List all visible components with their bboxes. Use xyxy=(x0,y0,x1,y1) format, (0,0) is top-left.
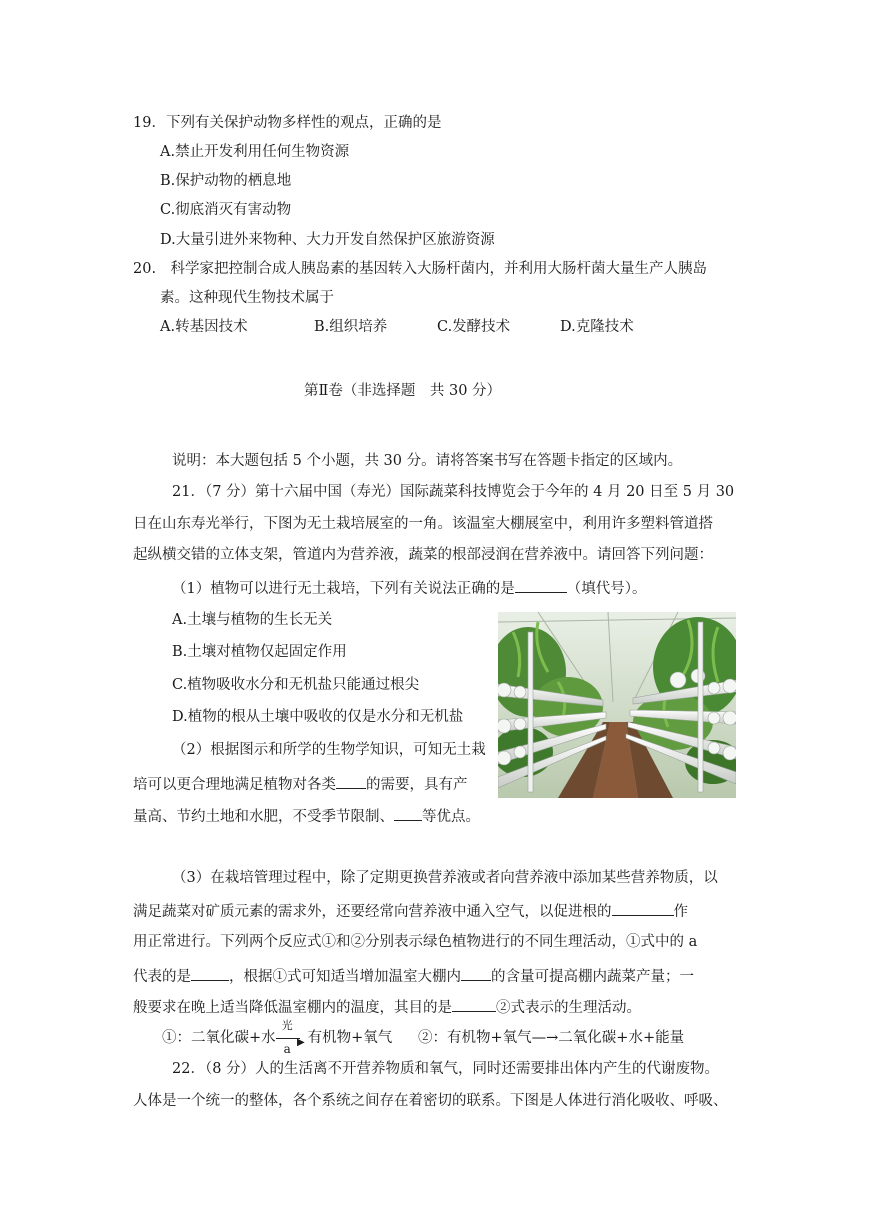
reaction-arrow-icon: 光 ▶ a xyxy=(276,1028,302,1048)
q21-part2-text-d: 等优点。 xyxy=(422,809,480,825)
q19-option-c: C.彻底消灭有害动物 xyxy=(160,202,292,218)
q19-option-d: D.大量引进外来物种、大力开发自然保护区旅游资源 xyxy=(160,232,495,248)
q21-intro-line3: 起纵横交错的立体支架，管道内为营养液，蔬菜的根部浸润在营养液中。请回答下列问题： xyxy=(133,547,713,563)
q21-part2-line2 xyxy=(133,773,468,795)
hydroponic-greenhouse-photo xyxy=(498,612,736,798)
q21-part3-text-f: 般要求在晚上适当降低温室棚内的温度，其目的是 xyxy=(133,1000,452,1016)
q19-option-a: A.禁止开发利用任何生物资源 xyxy=(160,144,350,160)
q21-part1-option-a: A.土壤与植物的生长无关 xyxy=(172,612,333,628)
q21-part1 xyxy=(172,577,646,599)
q21-part3-text-a: 满足蔬菜对矿质元素的需求外，还要经常向营养液中通入空气，以促进根的 xyxy=(133,904,612,920)
answer-blank[interactable] xyxy=(336,773,366,789)
q21-part2-text-b: 的需要，具有产 xyxy=(366,777,468,793)
q21-part3-line1: （3）在栽培管理过程中，除了定期更换营养液或者向营养液中添加某些营养物质，以 xyxy=(172,870,718,886)
q21-part1-option-b: B.土壤对植物仅起固定作用 xyxy=(172,644,347,660)
q20-stem-line1: 20. 科学家把控制合成人胰岛素的基因转入大肠杆菌内，并利用大肠杆菌大量生产人胰岛 xyxy=(133,261,708,277)
answer-blank[interactable] xyxy=(452,996,496,1012)
q22-line2: 人体是一个统一的整体，各个系统之间存在着密切的联系。下图是人体进行消化吸收、呼吸、 xyxy=(133,1093,728,1109)
q21-part3-text-e: 的含量可提高棚内蔬菜产量；一 xyxy=(491,969,694,985)
q21-part2-line1: （2）根据图示和所学的生物学知识，可知无土栽 xyxy=(172,742,486,758)
q21-part3-line4 xyxy=(133,965,694,987)
q21-intro-line1: 21．（7 分）第十六届中国（寿光）国际蔬菜科技博览会于今年的 4 月 20 日至 5 月 30 xyxy=(172,484,735,500)
q21-part3-line2 xyxy=(133,900,688,922)
q21-part1-text-a: （1）植物可以进行无土栽培，下列有关说法正确的是 xyxy=(172,581,515,597)
q21-part3-text-c: 代表的是 xyxy=(133,969,191,985)
q20-option-d: D.克隆技术 xyxy=(560,319,634,335)
q21-part3-text-g: ②式表示的生理活动。 xyxy=(496,1000,641,1016)
q21-part3-line5 xyxy=(133,996,641,1018)
answer-blank[interactable] xyxy=(191,965,229,981)
answer-blank[interactable] xyxy=(461,965,491,981)
instructions: 说明：本大题包括 5 个小题，共 30 分。请将答案书写在答题卡指定的区域内。 xyxy=(172,453,683,469)
q22-line1: 22．（8 分）人的生活离不开营养物质和氧气，同时还需要排出体内产生的代谢废物。 xyxy=(172,1061,720,1077)
answer-blank[interactable] xyxy=(515,577,567,593)
equation-1 xyxy=(162,1019,393,1056)
q21-part2-text-c: 量高、节约土地和水肥，不受季节限制、 xyxy=(133,809,394,825)
answer-blank[interactable] xyxy=(612,900,674,916)
q21-part2-line3 xyxy=(133,805,480,827)
equation-1-reactants: ①：二氧化碳+水 xyxy=(162,1030,276,1046)
q21-part1-option-c: C.植物吸收水分和无机盐只能通过根尖 xyxy=(172,677,420,693)
answer-blank[interactable] xyxy=(394,805,422,821)
equation-1-catalyst: a xyxy=(283,1042,291,1056)
q21-part1-text-b: （填代号）。 xyxy=(566,581,647,597)
q21-intro-line2: 日在山东寿光举行，下图为无土栽培展室的一角。该温室大棚展室中，利用许多塑料管道搭 xyxy=(133,516,713,532)
equation-2: ②：有机物+氧气—→二氧化碳+水+能量 xyxy=(418,1030,685,1046)
q20-option-b: B.组织培养 xyxy=(314,319,388,335)
equation-1-products: 有机物+氧气 xyxy=(307,1030,393,1046)
q21-part3-text-d: ，根据①式可知适当增加温室大棚内 xyxy=(229,969,461,985)
q21-part3-text-b: 作 xyxy=(673,904,688,920)
q21-part1-option-d: D.植物的根从土壤中吸收的仅是水分和无机盐 xyxy=(172,709,464,725)
equation-1-condition: 光 xyxy=(281,1019,293,1032)
q19-option-b: B.保护动物的栖息地 xyxy=(160,173,292,189)
q20-option-a: A.转基因技术 xyxy=(160,319,248,335)
q21-part2-text-a: 培可以更合理地满足植物对各类 xyxy=(133,777,336,793)
q19-stem: 19．下列有关保护动物多样性的观点，正确的是 xyxy=(133,115,442,131)
q21-part3-line3: 用正常进行。下列两个反应式①和②分别表示绿色植物进行的不同生理活动，①式中的 a xyxy=(133,934,698,950)
q20-stem-line2: 素。这种现代生物技术属于 xyxy=(160,290,334,306)
section-title: 第Ⅱ卷（非选择题 共 30 分） xyxy=(304,383,502,399)
q20-option-c: C.发酵技术 xyxy=(437,319,511,335)
